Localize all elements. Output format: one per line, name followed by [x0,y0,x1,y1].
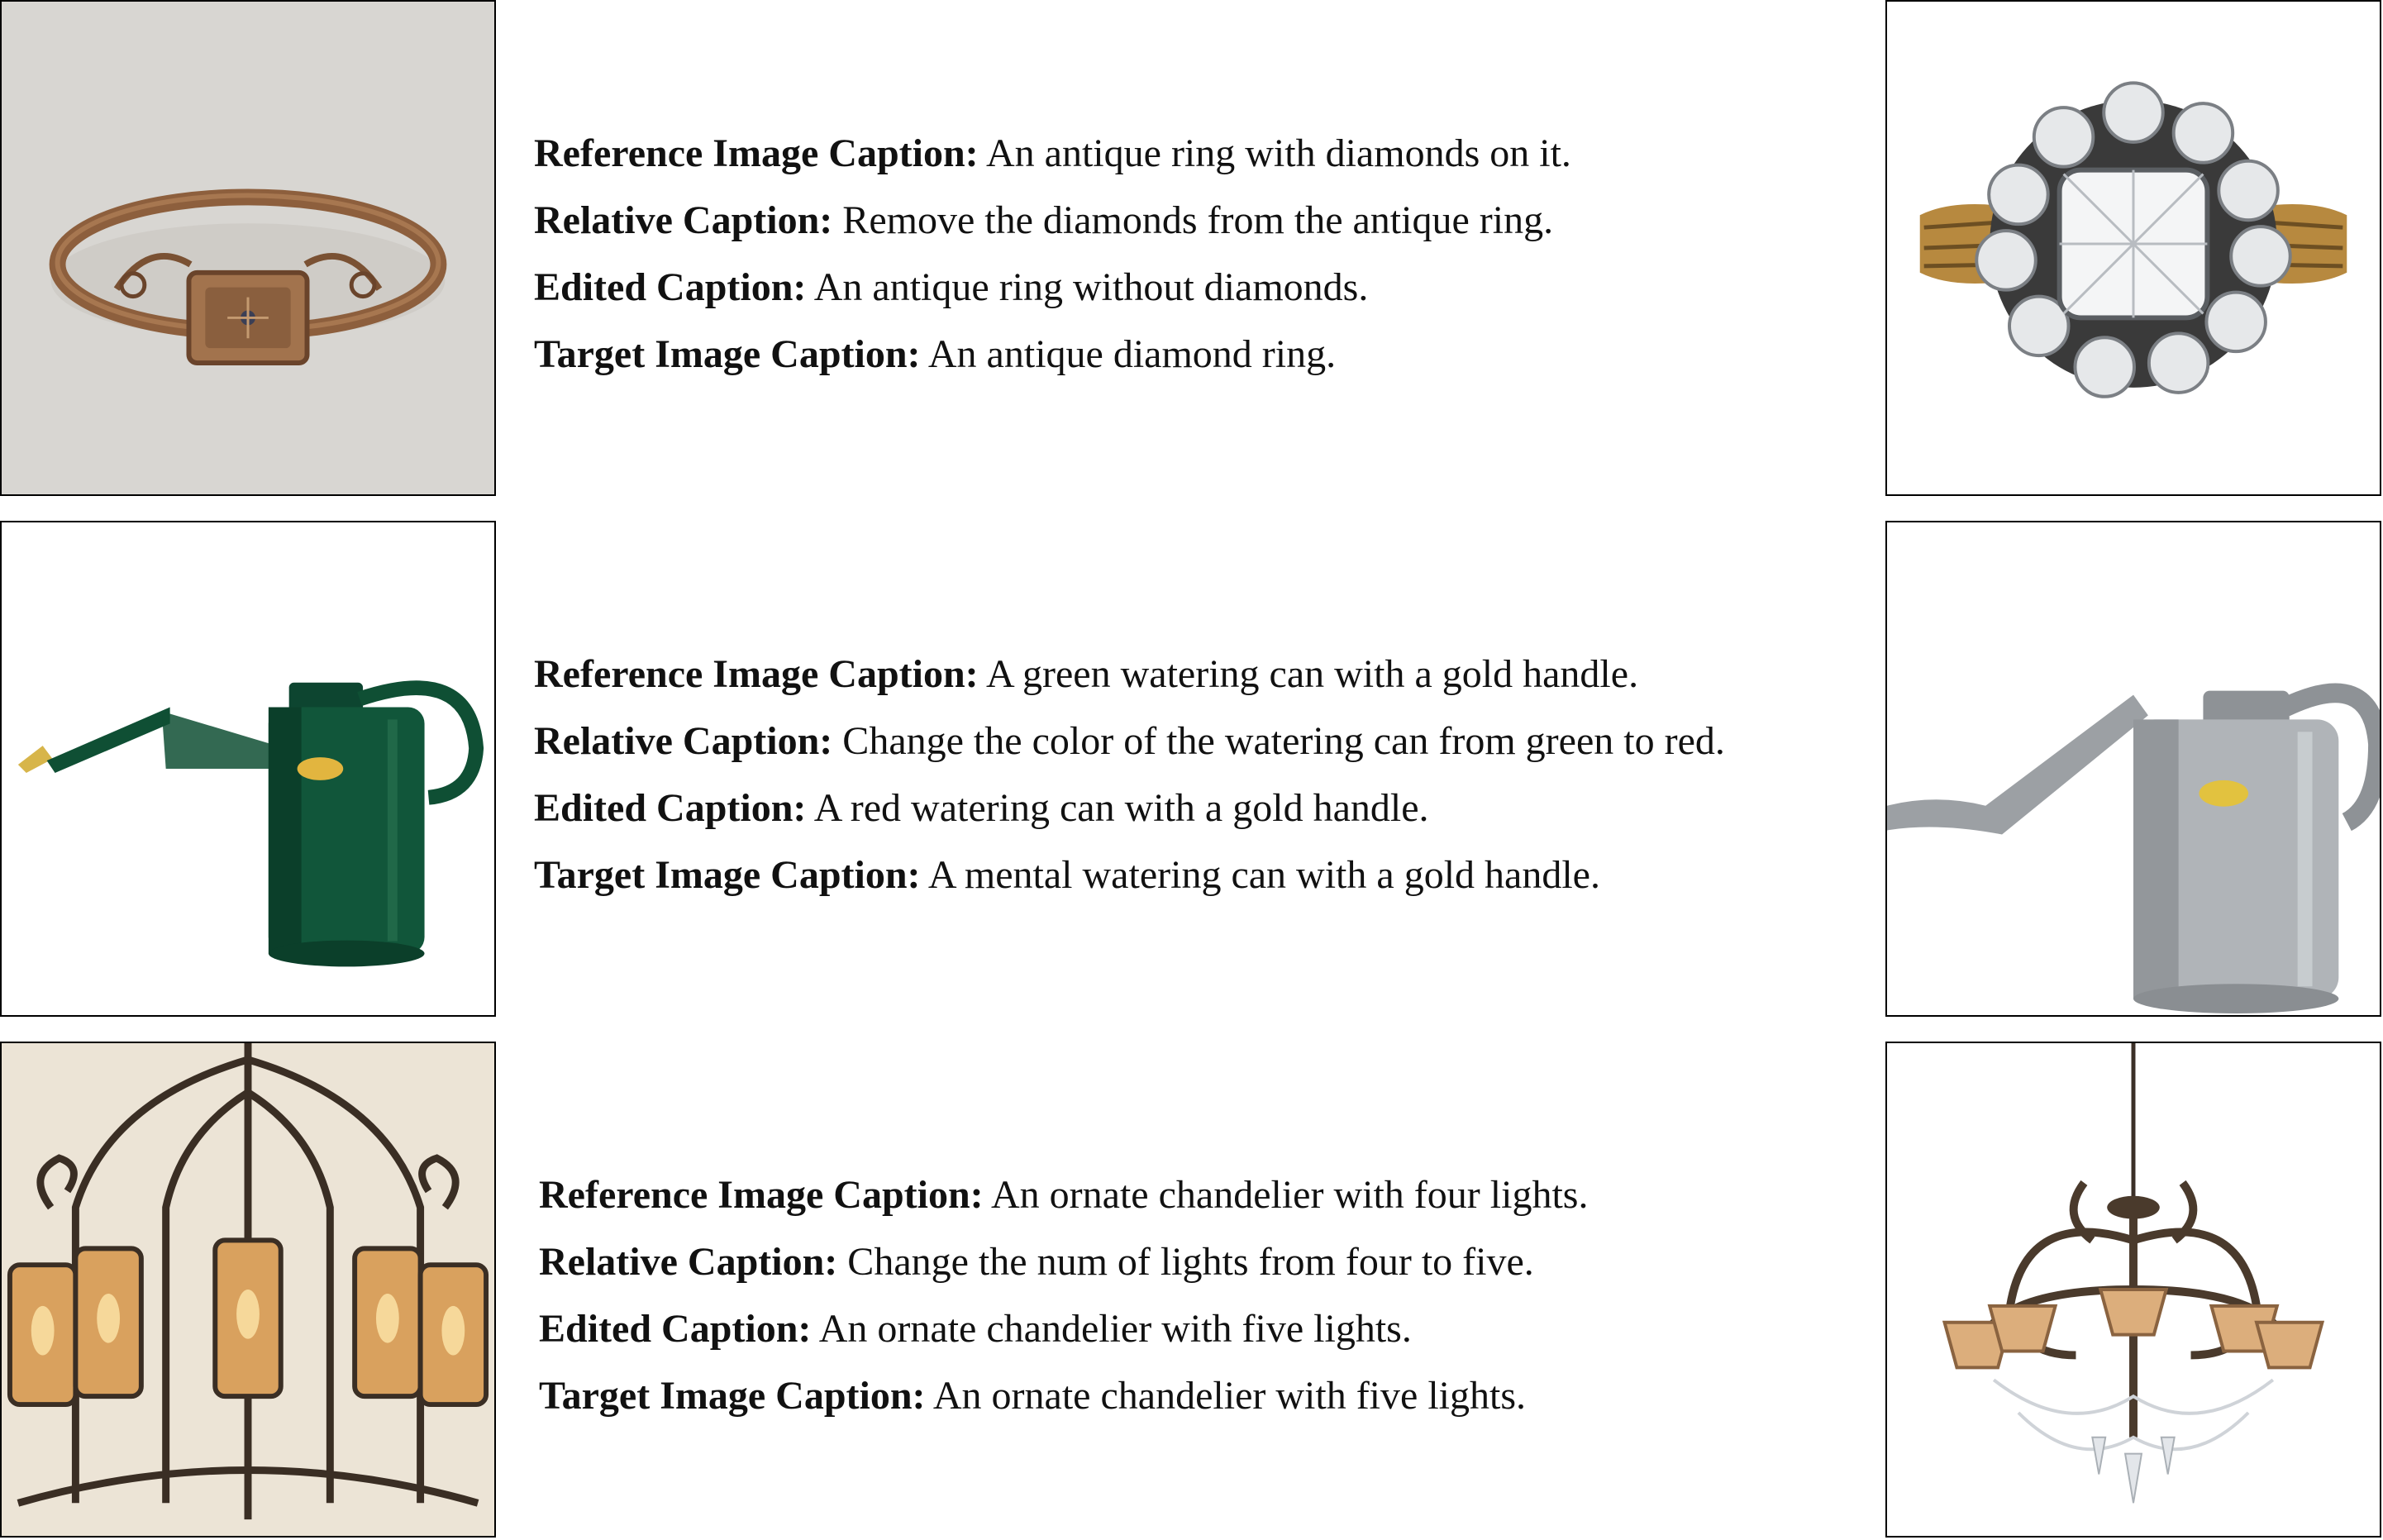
relative-caption-label: Relative Caption: [534,719,833,763]
reference-caption [534,641,1881,708]
reference-caption-label: Reference Image Caption: [534,131,979,175]
reference-image-watering-can [0,521,496,1017]
example-row-chandelier [0,1042,2383,1539]
reference-image-ring [0,0,496,496]
caption-block [539,1161,1886,1429]
relative-caption-label: Relative Caption: [534,198,833,242]
reference-caption [534,120,1881,187]
target-caption [534,321,1881,388]
reference-caption-text: An antique ring with diamonds on it. [978,131,1571,175]
target-caption-label: Target Image Caption: [534,332,921,376]
relative-caption [534,708,1881,775]
diamond-cluster-ring-illustration [1887,2,2380,494]
target-caption [539,1362,1886,1429]
caption-block [534,120,1881,388]
edited-caption [534,254,1881,321]
metal-watering-can-illustration [1887,522,2380,1015]
target-image-ring [1885,0,2381,496]
four-light-chandelier-illustration [2,1043,494,1536]
target-image-chandelier [1885,1042,2381,1538]
relative-caption [539,1228,1886,1295]
target-caption-text: An antique diamond ring. [920,332,1337,376]
target-caption-label: Target Image Caption: [539,1374,926,1418]
target-caption-text: An ornate chandelier with five lights. [925,1374,1526,1418]
reference-caption-text: An ornate chandelier with four lights. [983,1173,1589,1217]
reference-image-chandelier [0,1042,496,1538]
target-caption-text: A mental watering can with a gold handle. [920,853,1600,897]
caption-block [534,641,1881,908]
relative-caption-text: Change the color of the watering can from green to red. [832,719,1725,763]
reference-caption-label: Reference Image Caption: [534,652,979,696]
edited-caption-label: Edited Caption: [539,1307,812,1351]
target-image-watering-can [1885,521,2381,1017]
reference-caption [539,1161,1886,1228]
antique-ring-plain-illustration [2,2,494,494]
target-caption [534,842,1881,908]
five-light-chandelier-illustration [1887,1043,2380,1536]
edited-caption [534,775,1881,842]
example-row-ring [0,0,2383,498]
green-watering-can-illustration [2,522,494,1015]
reference-caption-text: A green watering can with a gold handle. [978,652,1639,696]
relative-caption [534,187,1881,254]
relative-caption-label: Relative Caption: [539,1240,838,1284]
edited-caption-label: Edited Caption: [534,786,807,830]
edited-caption-text: A red watering can with a gold handle. [806,786,1429,830]
reference-caption-label: Reference Image Caption: [539,1173,984,1217]
edited-caption-label: Edited Caption: [534,265,807,309]
relative-caption-text: Remove the diamonds from the antique ring. [832,198,1554,242]
target-caption-label: Target Image Caption: [534,853,921,897]
relative-caption-text: Change the num of lights from four to five. [837,1240,1534,1284]
edited-caption-text: An antique ring without diamonds. [806,265,1369,309]
edited-caption-text: An ornate chandelier with five lights. [811,1307,1412,1351]
example-row-watering-can [0,521,2383,1018]
edited-caption [539,1295,1886,1362]
